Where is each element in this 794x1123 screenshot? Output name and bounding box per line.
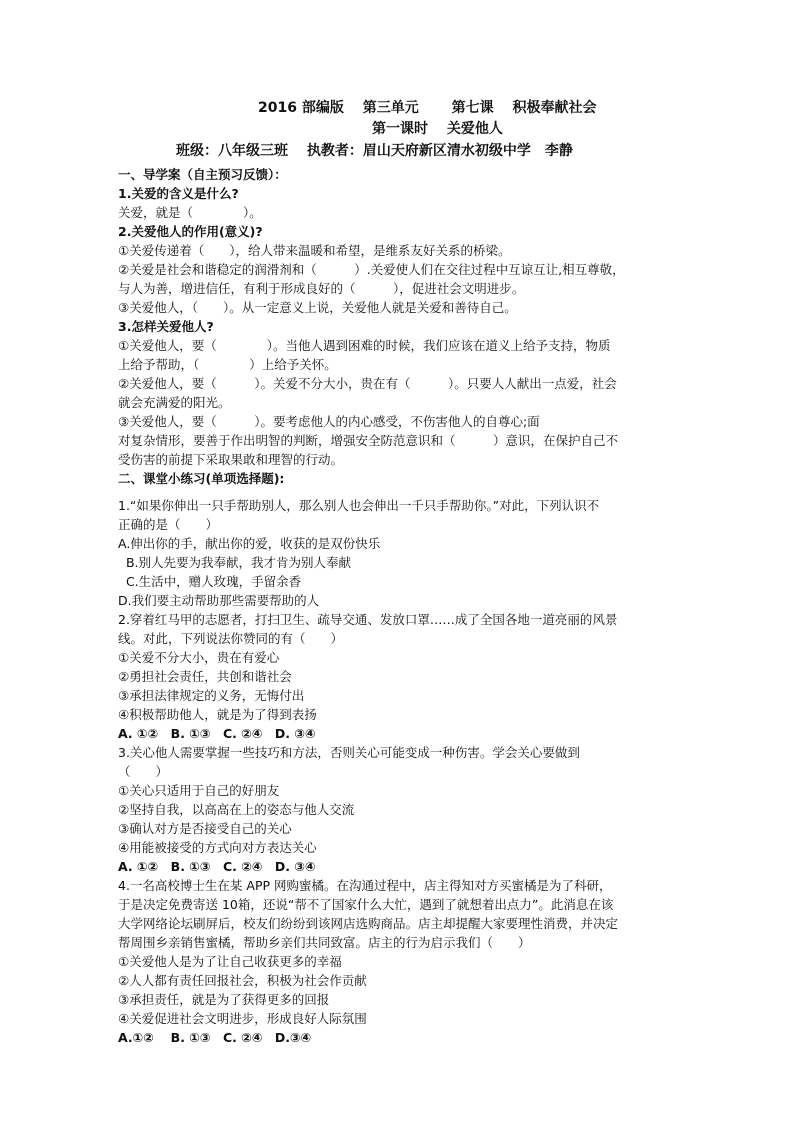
question: 正确的是（ ）	[118, 517, 219, 532]
text-line: ①关爱他人，要（ ）。当他人遇到困难的时候，我们应该在道义上给予支持，物质	[118, 338, 611, 353]
option-line: ①关爱不分大小，贵在有爱心	[118, 650, 280, 665]
question: 2.穿着红马甲的志愿者，打扫卫生、疏导交通、发放口罩……成了全国各地一道亮丽的风景	[118, 612, 618, 627]
question: 帮周围乡亲销售蜜橘，帮助乡亲们共同致富。店主的行为启示我们（ ）	[118, 935, 531, 950]
text-line: 关爱，就是（ ）。	[118, 205, 262, 220]
option-line: ③承担法律规定的义务，无悔付出	[118, 688, 305, 703]
question: 线。对此，下列说法你赞同的有（ ）	[118, 631, 344, 646]
option-line: B.别人先要为我奉献，我才肯为别人奉献	[118, 555, 351, 570]
text-line: 就会充满爱的阳光。	[118, 395, 231, 410]
question: 大学网络论坛刷屏后，校友们纷纷到该网店选购商品。店主却提醒大家要理性消费，并决定	[118, 916, 619, 931]
question: 1.关爱的含义是什么?	[118, 186, 239, 201]
text-line: ②关爱是社会和谐稳定的润滑剂和（ ）.关爱使人们在交往过程中互谅互让,相互尊敬，	[118, 262, 625, 277]
option-line: ④积极帮助他人，就是为了得到表扬	[118, 707, 317, 722]
option-line: ③确认对方是否接受自己的关心	[118, 821, 292, 836]
question: （ ）	[118, 764, 169, 779]
text-line: ①关爱传递着（ ），给人带来温暖和希望，是维系友好关系的桥梁。	[118, 243, 511, 258]
option-line: ①关爱他人是为了让自己收获更多的幸福	[118, 954, 342, 969]
question: 于是决定免费寄送 10箱，还说“帮不了国家什么大忙，遇到了就想着出点力”。此消息在该	[118, 897, 614, 912]
option-line: A.伸出你的手，献出你的爱，收获的是双份快乐	[118, 536, 381, 551]
option-line: ②人人都有责任回报社会，积极为社会作贡献	[118, 973, 367, 988]
option-line: D.我们要主动帮助那些需要帮助的人	[118, 593, 320, 608]
answer-choices: A. ①② B. ①③ C. ②④ D. ③④	[118, 859, 316, 874]
question: 4.一名高校博士生在某 APP 网购蜜橘。在沟通过程中，店主得知对方买蜜橘是为了科研，	[118, 878, 612, 893]
question: 1.“如果你伸出一只手帮助别人，那么别人也会伸出一千只手帮助你。”对此，下列认识不	[118, 498, 600, 513]
lesson-subtitle: 第一课时 关爱他人	[372, 121, 503, 137]
option-line: ③承担责任，就是为了获得更多的回报	[118, 992, 330, 1007]
question: 2.关爱他人的作用(意义)?	[118, 224, 263, 239]
option-line: ②坚持自我，以高高在上的姿态与他人交流	[118, 802, 355, 817]
question: 3.怎样关爱他人?	[118, 319, 214, 334]
option-line: ④关爱促进社会文明进步，形成良好人际氛围	[118, 1011, 367, 1026]
text-line: ③关爱他人，（ ）。从一定意义上说，关爱他人就是关爱和善待自己。	[118, 300, 517, 315]
lesson-title: 2016 部编版 第三单元 第七课 积极奉献社会	[258, 100, 597, 116]
answer-choices: A.①② B. ①③ C. ②④ D.③④	[118, 1030, 312, 1045]
text-line: ③关爱他人，要（ ）。要考虑他人的内心感受，不伤害他人的自尊心;面	[118, 414, 540, 429]
option-line: ②勇担社会责任，共创和谐社会	[118, 669, 292, 684]
text-line: 受伤害的前提下采取果敢和理智的行动。	[118, 452, 344, 467]
text-line: 对复杂情形，要善于作出明智的判断，增强安全防范意识和（ ）意识，在保护自己不	[118, 433, 619, 448]
option-line: ①关心只适用于自己的好朋友	[118, 783, 280, 798]
answer-choices: A. ①② B. ①③ C. ②④ D. ③④	[118, 726, 316, 741]
section-heading: 一、导学案（自主预习反馈）：	[118, 167, 287, 182]
option-line: ④用能被接受的方式向对方表达关心	[118, 840, 317, 855]
class-teacher-line: 班级：八年级三班 执教者：眉山天府新区清水初级中学 李静	[176, 143, 573, 159]
text-line: 与人为善，增进信任，有利于形成良好的（ ），促进社会文明进步。	[118, 281, 525, 296]
option-line: C.生活中，赠人玫瑰，手留余香	[118, 574, 302, 589]
question: 3.关心他人需要掌握一些技巧和方法，否则关心可能变成一种伤害。学会关心要做到	[118, 745, 580, 760]
text-line: 上给予帮助，（ ）上给予关怀。	[118, 357, 337, 372]
text-line: ②关爱他人，要（ ）。关爱不分大小，贵在有（ ）。只要人人献出一点爱，社会	[118, 376, 617, 391]
section-heading: 二、课堂小练习(单项选择题):	[118, 471, 285, 486]
